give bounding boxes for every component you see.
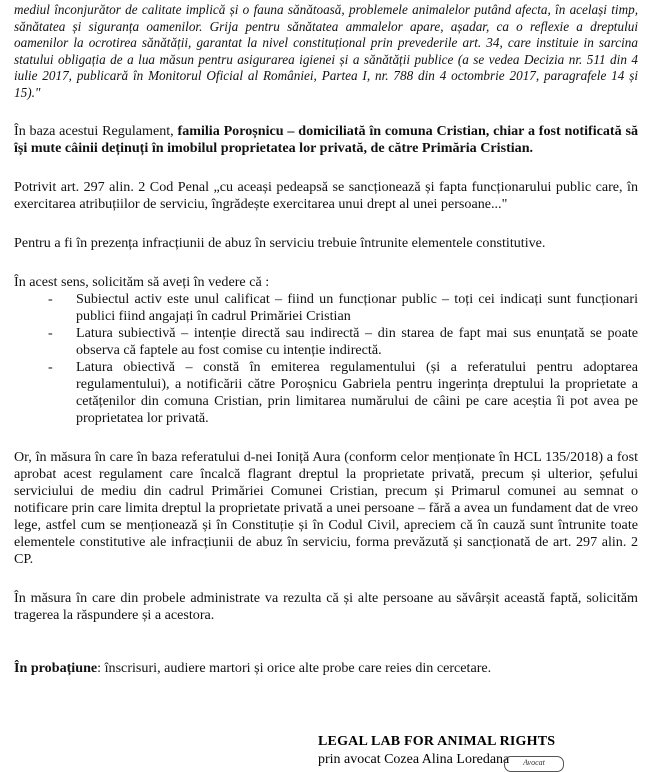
regulament-intro: În baza acestui Regulament, [14, 123, 178, 139]
spacer [14, 213, 638, 235]
paragraph-abuz: Pentru a fi în prezența infracțiunii de abuz în serviciu trebuie întrunite elementele constitutive. [14, 235, 546, 251]
paragraph-art-297: Potrivit art. 297 alin. 2 Cod Penal „cu aceași pedeapsă se sancționează și fapta funcționarului public care, în exercitarea atribuțiilor de serviciu, îngrădește exercitarea unui drept al unei persoane..." [14, 179, 638, 212]
list-item-text: Latura obiectivă – constă în emiterea regulamentului (și a referatului pentru adoptarea regulamentului), a notificării către Poroșnicu Gabriela pentru ingerința dreptului la proprietate a cetățenilor din comuna Cristian, prin limitarea numărului de câini pe care aceștia îi pot avea pe proprietatea lor privată. [76, 359, 638, 426]
list-dash: - [48, 291, 53, 307]
spacer [14, 101, 638, 123]
list-item-text: Subiectul activ este unul calificat – fiind un funcționar public – toți cei indicați sunt funcționari publici fiind angajați în cadrul Primăriei Cristian [76, 291, 638, 324]
list-dash: - [48, 325, 53, 341]
spacer [14, 252, 638, 274]
list-dash: - [48, 359, 53, 375]
probatiune-text: : înscrisuri, audiere martori și orice alte probe care reies din cercetare. [97, 660, 492, 676]
probatiune-label: În probațiune [14, 660, 98, 676]
constitutive-elements-list [14, 291, 638, 427]
paragraph-regulament [14, 123, 638, 157]
quoted-decision: mediul înconjurător de calitate implică și o fauna sănătoasă, problemele animalelor putând afecta, în același timp, sănătatea și siguranța oamenilor. Grija pentru sănătatea ammalelor apare, așadar, ca o reflexie a dreptului oamenilor la ocrotirea sănătății, garantat la nivel constituțional prin prevederile art. 34, care instituie in sarcina statului obligația de a lua măsun pentru asigurarea igienei și a sănătății publice (a se vedea Decizia nr. 511 din 4 iulie 2017, publicară în Monitorul Oficial al României, Partea I, nr. 788 din 4 octombrie 2017, paragrafele 14 și 15)." [14, 2, 638, 100]
paragraph-in-acest-sens: În acest sens, solicităm să aveți în vedere că : [14, 274, 270, 290]
list-item-text: Latura subiectivă – intenție directă sau indirectă – din starea de fapt mai sus enunțată se poate observa că faptele au fost comise cu intenție indirectă. [76, 325, 638, 358]
spacer [14, 157, 638, 179]
spacer [14, 624, 638, 660]
paragraph-in-masura: În măsura în care din probele administrate va rezulta că și alte persoane au săvârșit această faptă, solicităm tragerea la răspundere și a acestora. [14, 590, 638, 623]
lawyer-stamp: Avocat [504, 756, 564, 772]
signature-lawyer: prin avocat Cozea Alina Loredana [318, 752, 510, 767]
paragraph-probatiune [14, 660, 638, 677]
signature-organization: LEGAL LAB FOR ANIMAL RIGHTS [318, 734, 556, 749]
list-item [48, 359, 638, 427]
paragraph-or: Or, în măsura în care în baza referatului d-nei Ioniță Aura (conform celor menționate în HCL 135/2018) a fost aprobat acest regulament care încalcă flagrant dreptul la proprietate privată, precum și ulterior, șefului serviciului de mediu din cadrul Primăriei Comunei Cristian, precum și Primarul comunei au semnat o notificare prin care limita dreptul la proprietate privată a unei persoane – fără a avea un fundament dat de vreo lege, astfel cum se menționează și în Constituție și în Codul Civil, apreciem că în cauză sunt întrunite toate elementele constitutive ale infracțiunii de abuz în serviciu, forma prevăzută și sancționată de art. 297 alin. 2 CP. [14, 449, 638, 567]
list-item [48, 291, 638, 325]
list-item [48, 325, 638, 359]
spacer [14, 568, 638, 590]
spacer [14, 427, 638, 449]
regulament-bold-text: familia Poroșnicu – domiciliată în comuna Cristian, chiar a fost notificată să își mute câinii deținuți în imobilul proprietatea lor privată, de către Primăria Cristian. [14, 123, 638, 156]
